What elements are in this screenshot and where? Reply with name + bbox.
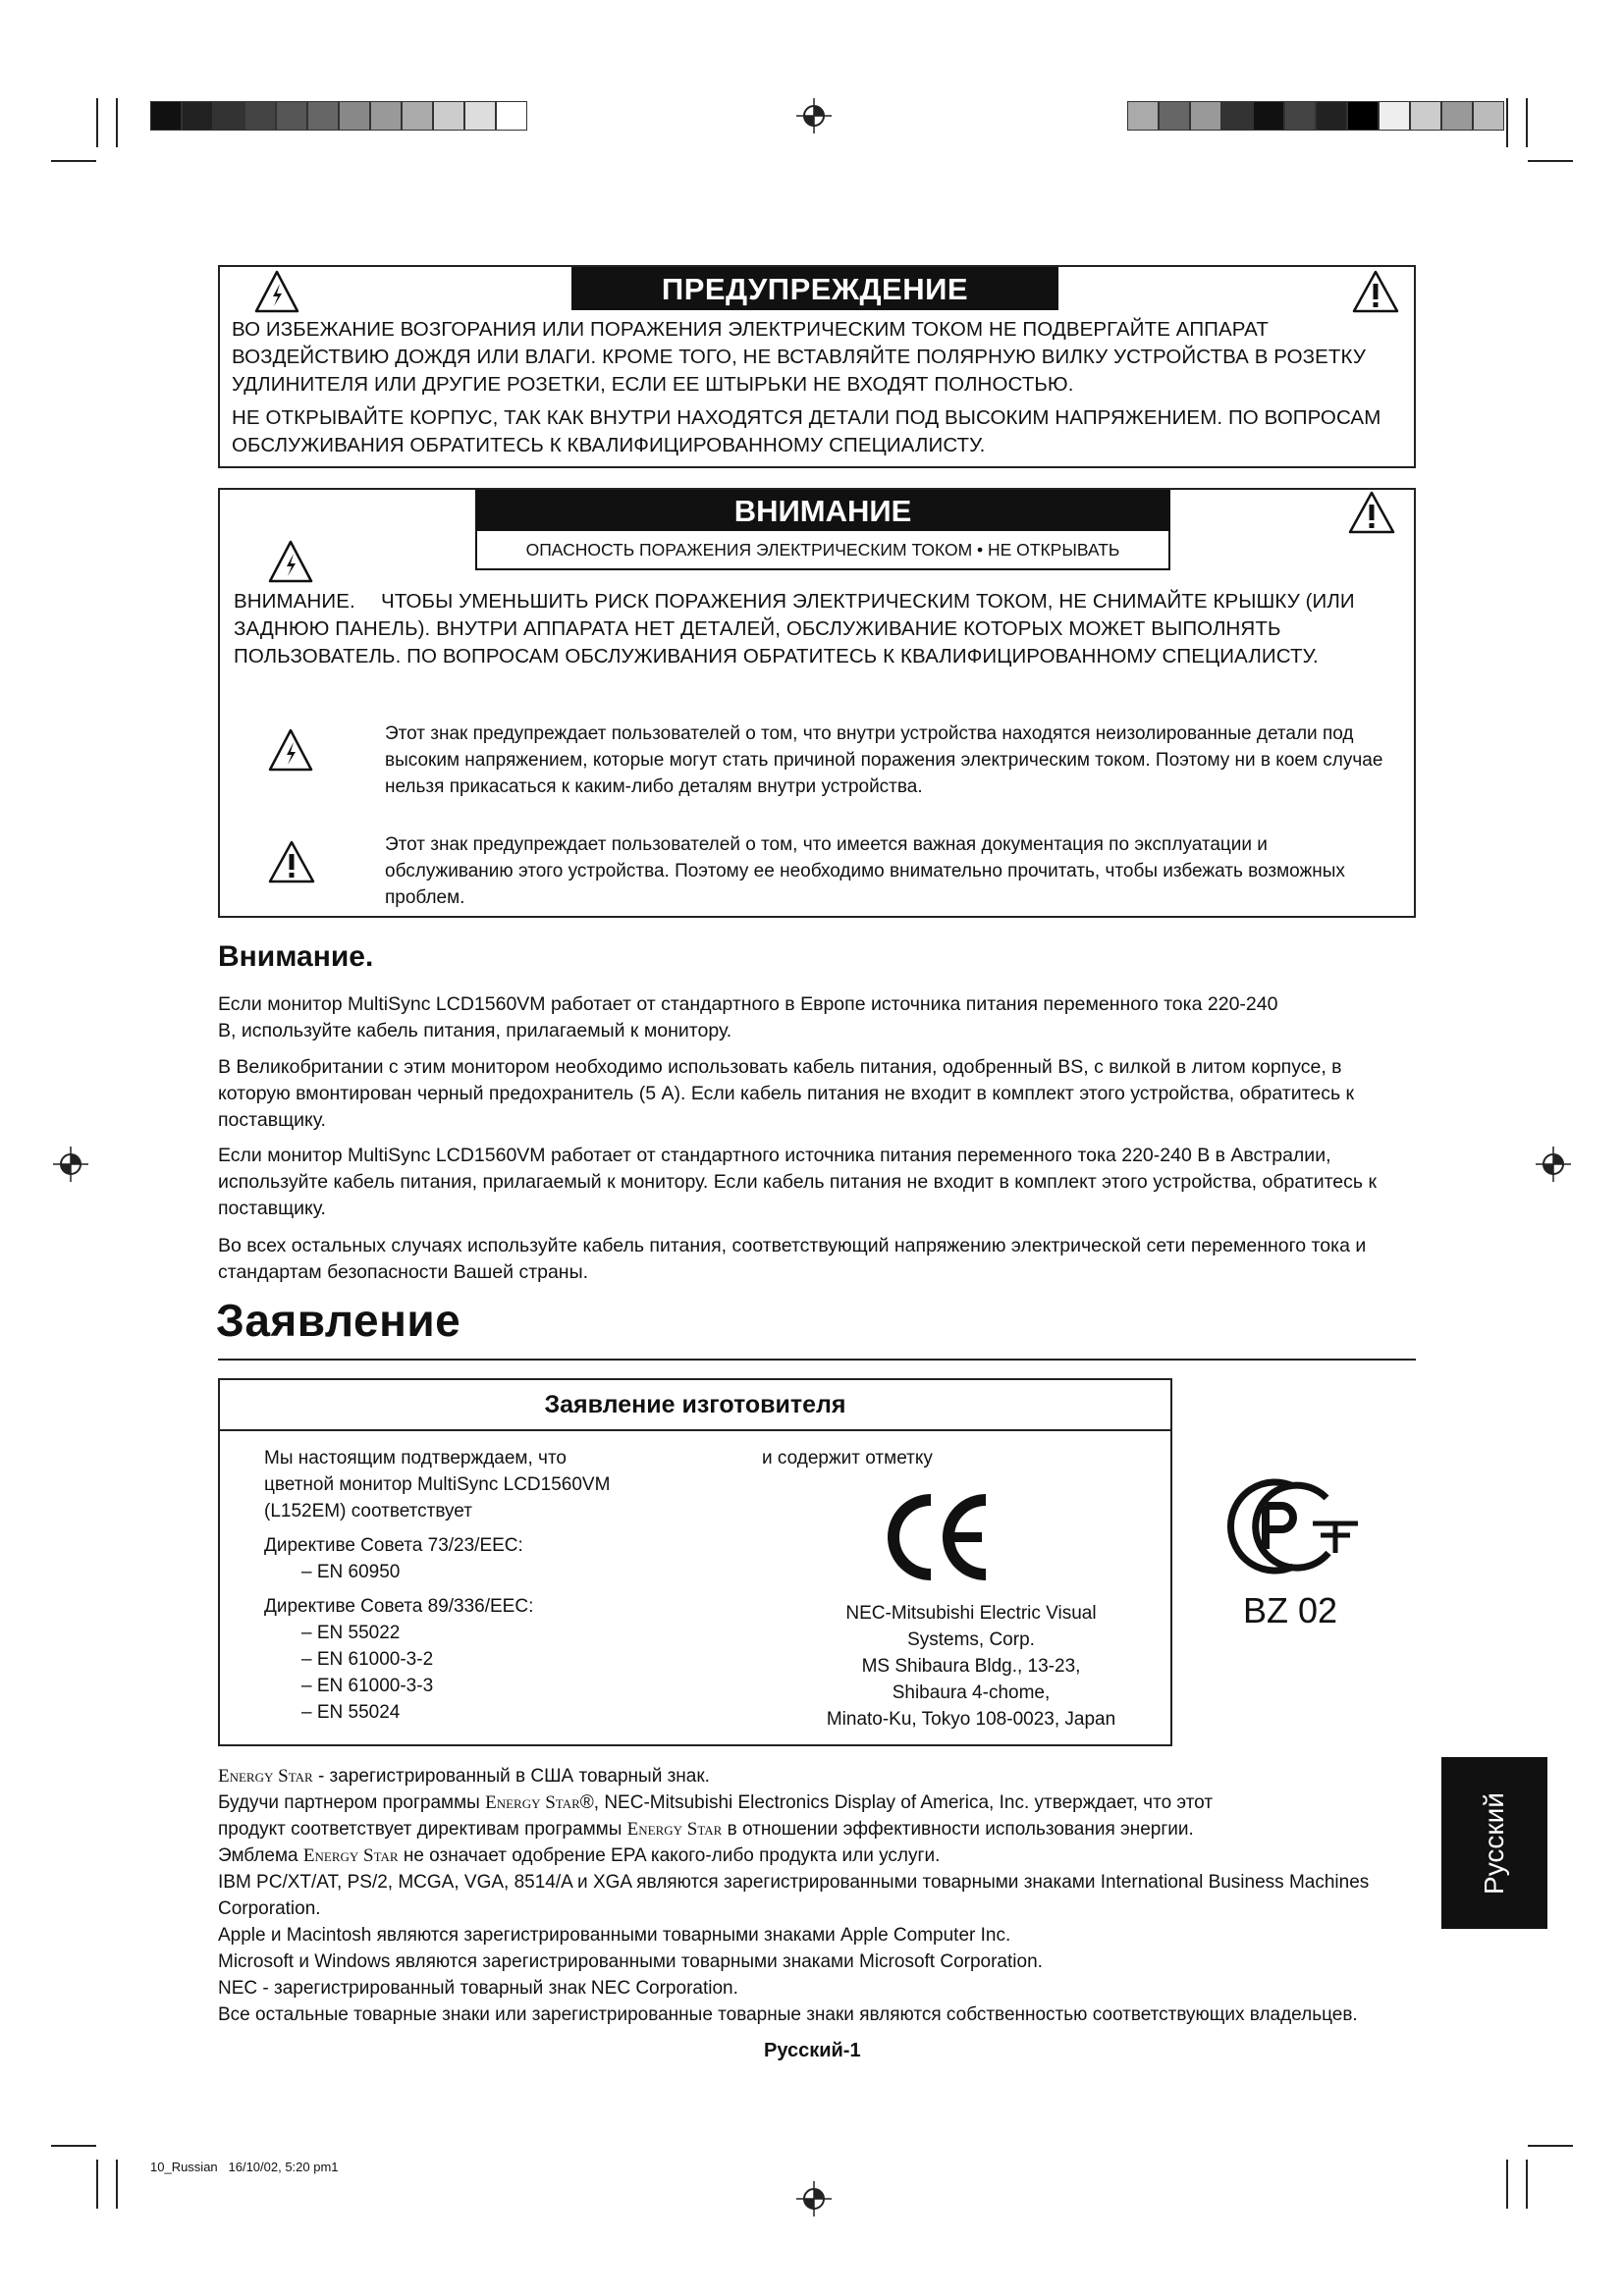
trademark-line-8: NEC - зарегистрированный товарный знак NEC Corporation.: [218, 1978, 738, 1999]
gray-bar-left: [150, 101, 527, 131]
company-line: Minato-Ku, Tokyo 108-0023, Japan: [826, 1709, 1116, 1730]
gray-bar-right: [1127, 101, 1504, 131]
company-line: NEC-Mitsubishi Electric Visual: [845, 1603, 1097, 1624]
intro-line-2: цветной монитор MultiSync LCD1560VM: [264, 1474, 611, 1495]
attention-paragraph-1: Если монитор MultiSync LCD1560VM работает от стандартного в Европе источника питания переменного тока 220-240 В, используйте кабель питания, прилагаемый к монитору.: [218, 993, 1278, 1041]
manufacturer-declaration-box: [218, 1378, 1172, 1746]
directive-1: Директиве Совета 73/23/EEC:: [264, 1535, 523, 1556]
registration-mark-left: [53, 1147, 88, 1182]
ce-mark-icon: [880, 1488, 998, 1586]
pct-certification-icon: [1222, 1472, 1370, 1580]
caution-exclamation-icon: [1347, 490, 1396, 535]
exclaim-note: Этот знак предупреждает пользователей о том, что имеется важная документация по эксплуатации и обслуживанию этого устройства. Поэтому ее необходимо внимательно прочитать, чтобы избежать возможных проблем.: [385, 834, 1345, 908]
directive-2: Директиве Совета 89/336/EEC:: [264, 1596, 534, 1617]
caution-text-body: ЧТОБЫ УМЕНЬШИТЬ РИСК ПОРАЖЕНИЯ ЭЛЕКТРИЧЕСКИМ ТОКОМ, НЕ СНИМАЙТЕ КРЫШКУ (ИЛИ ЗАДНЮЮ ПАНЕЛЬ). ВНУТРИ АППАРАТА НЕТ ДЕТАЛЕЙ, ОБСЛУЖИВАНИЕ КОТОРЫХ МОЖЕТ ВЫПОЛНЯТЬ ПОЛЬЗОВАТЕЛЬ. ПО ВОПРОСАМ ОБСЛУЖИВАНИЯ ОБРАТИТЕСЬ К КВАЛИФИЦИРОВАННОМУ СПЕЦИАЛИСТУ.: [234, 590, 1355, 667]
registration-mark-top: [796, 98, 832, 133]
lightning-note: Этот знак предупреждает пользователей о том, что внутри устройства находятся неизолированные детали под высоким напряжением, которые могут стать причиной поражения электрическим током. Поэтому ни в коем случае нельзя прикасаться к каким-либо деталям внутри устройства.: [385, 723, 1383, 797]
intro-line-1: Мы настоящим подтверждаем, что: [264, 1448, 567, 1468]
caution-lead: ВНИМАНИЕ.: [234, 590, 355, 613]
trademark-line-1: Energy Star - зарегистрированный в США товарный знак.: [218, 1766, 710, 1787]
pct-code: BZ 02: [1243, 1590, 1338, 1630]
lightning-warning-icon: [253, 269, 300, 314]
trademark-line-5: IBM PC/XT/AT, PS/2, MCGA, VGA, 8514/A и XGA являются зарегистрированными товарными знаками International Business Machines Corporation.: [218, 1872, 1370, 1919]
trademark-line-6: Apple и Macintosh являются зарегистрированными товарными знаками Apple Computer Inc.: [218, 1925, 1011, 1946]
attention-heading: Внимание.: [218, 940, 374, 973]
caution-text: [234, 588, 1392, 670]
registration-mark-bottom: [796, 2181, 832, 2216]
warning-title: ПРЕДУПРЕЖДЕНИЕ: [571, 267, 1058, 310]
intro-line-3: (L152EM) соответствует: [264, 1501, 472, 1522]
trademark-line-7: Microsoft и Windows являются зарегистрированными товарными знаками Microsoft Corporation.: [218, 1951, 1043, 1972]
trademark-line-2: Будучи партнером программы Energy Star®, NEC-Mitsubishi Electronics Display of America, Inc. утверждает, что этот: [218, 1792, 1214, 1813]
caution-title: ВНИМАНИЕ: [475, 490, 1170, 531]
trademark-line-3: продукт соответствует директивам программы Energy Star в отношении эффективности использования энергии.: [218, 1819, 1194, 1840]
language-side-tab-label: Русский: [1479, 1791, 1509, 1895]
caution-subtitle: ОПАСНОСТЬ ПОРАЖЕНИЯ ЭЛЕКТРИЧЕСКИМ ТОКОМ • НЕ ОТКРЫВАТЬ: [475, 531, 1170, 570]
declaration-rule: [218, 1359, 1416, 1361]
declaration-box-title: Заявление изготовителя: [220, 1380, 1170, 1431]
company-address: [780, 1600, 1163, 1733]
declaration-left-column: [264, 1445, 677, 1726]
note-exclamation-icon: [267, 839, 316, 884]
caution-box: [218, 488, 1416, 918]
energy-star-mark: Energy Star: [218, 1766, 313, 1787]
warning-paragraph-2: НЕ ОТКРЫВАЙТЕ КОРПУС, ТАК КАК ВНУТРИ НАХОДЯТСЯ ДЕТАЛИ ПОД ВЫСОКИМ НАПРЯЖЕНИЕМ. ПО ВОПРОСАМ ОБСЛУЖИВАНИЯ ОБРАТИТЕСЬ К КВАЛИФИЦИРОВАННОМУ СПЕЦИАЛИСТУ.: [232, 406, 1381, 456]
directive-2-item: – EN 55024: [301, 1702, 401, 1723]
print-slug: 10_Russian 16/10/02, 5:20 pm1: [150, 2160, 339, 2174]
note-lightning-icon: [267, 727, 314, 773]
language-side-tab: [1441, 1757, 1547, 1929]
registration-mark-right: [1536, 1147, 1571, 1182]
trademarks: [218, 1763, 1418, 2028]
directive-2-item: – EN 61000-3-2: [301, 1649, 434, 1670]
directive-2-item: – EN 55022: [301, 1623, 401, 1643]
warning-box: [218, 265, 1416, 468]
company-line: Shibaura 4-chome,: [892, 1682, 1051, 1703]
trademark-line-4: Эмблема Energy Star не означает одобрение EPA какого-либо продукта или услуги.: [218, 1845, 941, 1866]
warning-paragraph-1: ВО ИЗБЕЖАНИЕ ВОЗГОРАНИЯ ИЛИ ПОРАЖЕНИЯ ЭЛЕКТРИЧЕСКИМ ТОКОМ НЕ ПОДВЕРГАЙТЕ АППАРАТ ВОЗДЕЙСТВИЮ ДОЖДЯ ИЛИ ВЛАГИ. КРОМЕ ТОГО, НЕ ВСТАВЛЯЙТЕ ПОЛЯРНУЮ ВИЛКУ УСТРОЙСТВА В РОЗЕТКУ УДЛИНИТЕЛЯ ИЛИ ДРУГИЕ РОЗЕТКИ, ЕСЛИ ЕЕ ШТЫРЬКИ НЕ ВХОДЯТ ПОЛНОСТЬЮ.: [232, 318, 1366, 396]
attention-paragraph-4: Во всех остальных случаях используйте кабель питания, соответствующий напряжению электрической сети переменного тока и стандартам безопасности Вашей страны.: [218, 1235, 1367, 1283]
attention-paragraph-3: Если монитор MultiSync LCD1560VM работает от стандартного источника питания переменного тока 220-240 В в Австралии, используйте кабель питания, прилагаемый к монитору. Если кабель питания не входит в комплект этого устройства, обратитесь к поставщику.: [218, 1145, 1378, 1219]
mark-text: и содержит отметку: [762, 1448, 933, 1468]
directive-1-item: – EN 60950: [301, 1562, 401, 1582]
exclamation-warning-icon: [1351, 269, 1400, 314]
declaration-heading: Заявление: [216, 1295, 461, 1346]
attention-paragraph-2: В Великобритании с этим монитором необходимо использовать кабель питания, одобренный BS, с вилкой в литом корпусе, в которую вмонтирован черный предохранитель (5 A). Если кабель питания не входит в комплект этого устройства, обратитесь к поставщику.: [218, 1056, 1355, 1131]
page-number: Русский-1: [764, 2040, 861, 2061]
caution-lightning-icon: [267, 539, 314, 584]
trademark-line-9: Все остальные товарные знаки или зарегистрированные товарные знаки являются собственностью соответствующих владельцев.: [218, 2004, 1358, 2025]
company-line: MS Shibaura Bldg., 13-23,: [861, 1656, 1081, 1677]
directive-2-item: – EN 61000-3-3: [301, 1676, 434, 1696]
company-line: Systems, Corp.: [907, 1629, 1035, 1650]
